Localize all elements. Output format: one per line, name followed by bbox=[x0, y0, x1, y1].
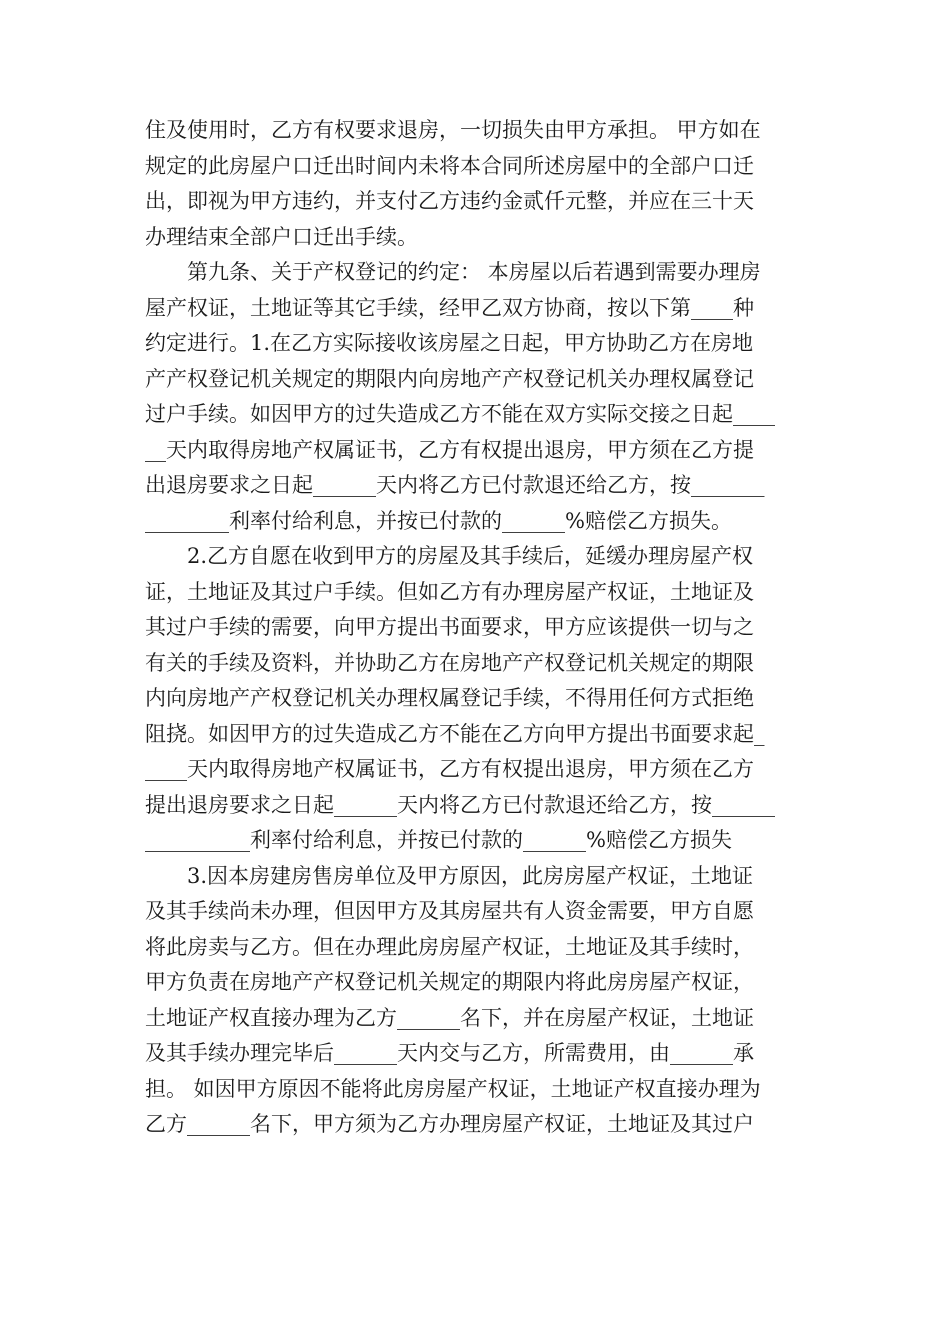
text-line: 内向房地产产权登记机关办理权属登记手续，不得用任何方式拒绝 bbox=[145, 686, 754, 710]
text-line: __天内取得房地产权属证书，乙方有权提出退房，甲方须在乙方提 bbox=[145, 437, 754, 462]
text-line: ____天内取得房地产权属证书，乙方有权提出退房，甲方须在乙方 bbox=[145, 757, 754, 781]
text-line: 约定进行。1.在乙方实际接收该房屋之日起，甲方协助乙方在房地 bbox=[145, 331, 754, 355]
text-line: 土地证产权直接办理为乙方______名下，并在房屋产权证，土地证 bbox=[145, 1005, 754, 1030]
text-line: 及其手续尚未办理，但因甲方及其房屋共有人资金需要，甲方自愿 bbox=[145, 899, 754, 923]
text-line: ________利率付给利息，并按已付款的______%赔偿乙方损失。 bbox=[145, 508, 732, 533]
paragraph bbox=[145, 113, 810, 255]
text-line: 第九条、关于产权登记的约定： 本房屋以后若遇到需要办理房 bbox=[187, 260, 761, 284]
text-line: 提出退房要求之日起______天内将乙方已付款退还给乙方，按______ bbox=[145, 792, 775, 817]
text-line: 其过户手续的需要，向甲方提出书面要求，甲方应该提供一切与之 bbox=[145, 615, 754, 639]
text-line: 2.乙方自愿在收到甲方的房屋及其手续后，延缓办理房屋产权 bbox=[187, 544, 754, 568]
text-line: 住及使用时，乙方有权要求退房，一切损失由甲方承担。 甲方如在 bbox=[145, 118, 761, 142]
text-line: 担。 如因甲方原因不能将此房房屋产权证，土地证产权直接办理为 bbox=[145, 1076, 761, 1101]
text-line: 乙方______名下，甲方须为乙方办理房屋产权证，土地证及其过户 bbox=[145, 1112, 754, 1136]
paragraph bbox=[145, 539, 810, 859]
text-line: 阻挠。如因甲方的过失造成乙方不能在乙方向甲方提出书面要求起_ bbox=[145, 721, 765, 746]
text-line: 产产权登记机关规定的期限内向房地产产权登记机关办理权属登记 bbox=[145, 366, 754, 391]
text-line: __________利率付给利息，并按已付款的______%赔偿乙方损失 bbox=[145, 828, 732, 852]
text-line: 过户手续。如因甲方的过失造成乙方不能在双方实际交接之日起____ bbox=[145, 402, 775, 426]
text-line: 出退房要求之日起______天内将乙方已付款退还给乙方，按_______ bbox=[145, 473, 765, 497]
text-line: 规定的此房屋户口迁出时间内未将本合同所述房屋中的全部户口迁 bbox=[145, 153, 754, 178]
text-line: 甲方负责在房地产产权登记机关规定的期限内将此房房屋产权证， bbox=[145, 970, 754, 994]
text-line: 3.因本房建房售房单位及甲方原因，此房房屋产权证，土地证 bbox=[187, 863, 754, 888]
text-line: 屋产权证，土地证等其它手续，经甲乙双方协商，按以下第____种 bbox=[145, 295, 754, 320]
text-line: 及其手续办理完毕后______天内交与乙方，所需费用，由______承 bbox=[145, 1041, 754, 1065]
paragraph bbox=[145, 255, 810, 539]
text-line: 办理结束全部户口迁出手续。 bbox=[145, 224, 418, 249]
text-line: 有关的手续及资料，并协助乙方在房地产产权登记机关规定的期限 bbox=[145, 650, 754, 675]
text-line: 将此房卖与乙方。但在办理此房房屋产权证，土地证及其手续时， bbox=[145, 934, 754, 959]
text-line: 证，土地证及其过户手续。但如乙方有办理房屋产权证，土地证及 bbox=[145, 579, 754, 604]
text-line: 出，即视为甲方违约，并支付乙方违约金贰仟元整，并应在三十天 bbox=[145, 189, 754, 213]
paragraph bbox=[145, 859, 810, 1143]
document-page bbox=[145, 113, 810, 1143]
